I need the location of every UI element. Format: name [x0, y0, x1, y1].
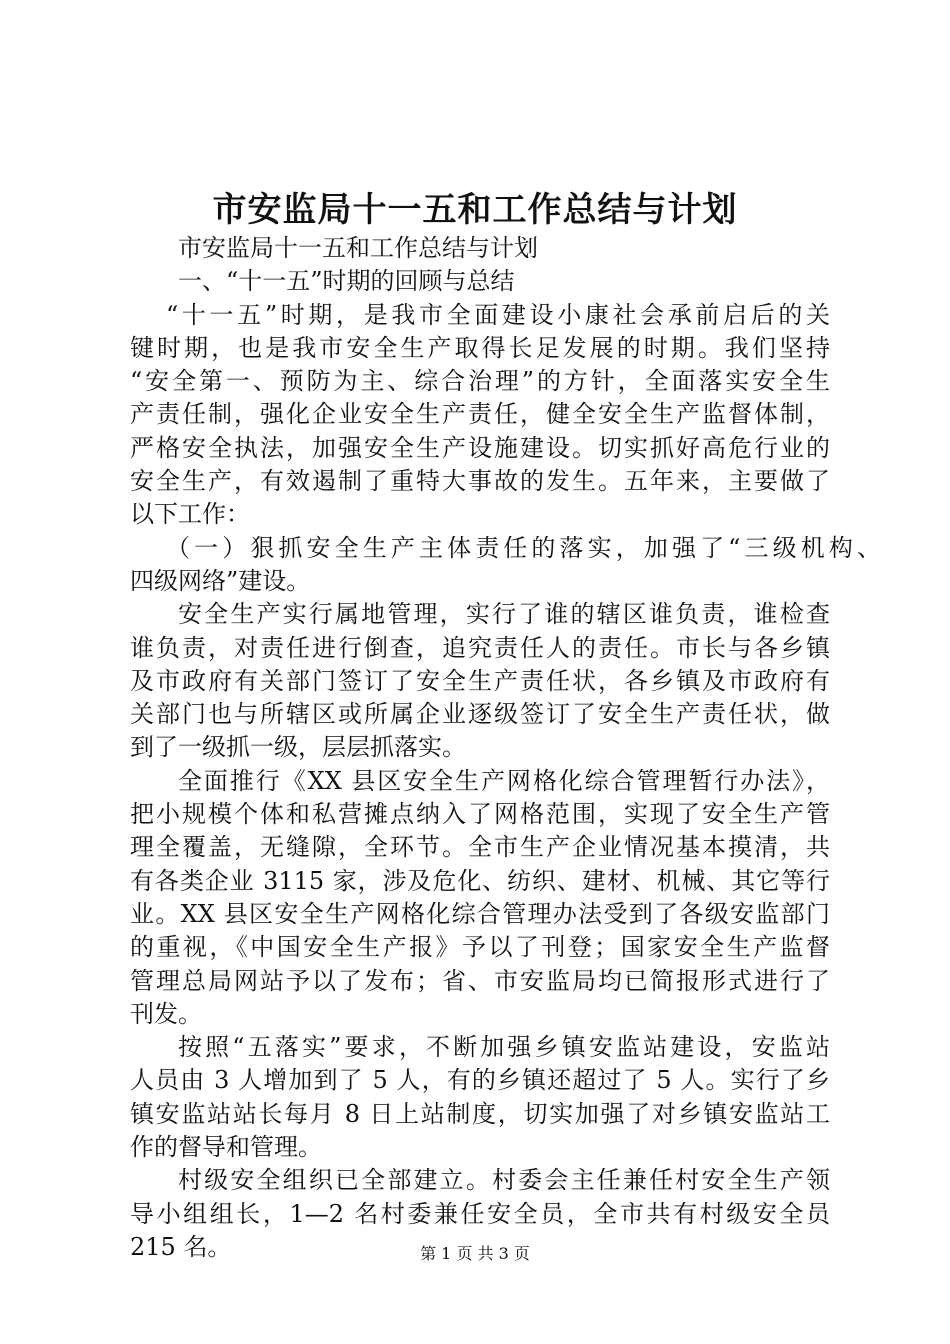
paragraph-line: 人员由 3 人增加到了 5 人，有的乡镇还超过了 5 人。实行了乡 — [130, 1066, 830, 1095]
paragraph-line: 产责任制，强化企业安全生产责任，健全安全生产监督体制， — [130, 400, 830, 429]
document-title: 市安监局十一五和工作总结与计划 — [212, 190, 738, 230]
section-heading: 一、“十一五”时期的回顾与总结 — [178, 267, 515, 296]
paragraph-line: 把小规模个体和私营摊点纳入了网格范围，实现了安全生产管 — [130, 800, 830, 829]
paragraph-line: 镇安监站站长每月 8 日上站制度，切实加强了对乡镇安监站工 — [130, 1099, 830, 1128]
page-footer: 第 1 页 共 3 页 — [420, 1244, 530, 1263]
paragraph-line: 按照“五落实”要求，不断加强乡镇安监站建设，安监站 — [178, 1033, 830, 1062]
paragraph-line: 导小组组长，1—2 名村委兼任安全员，全市共有村级安全员 — [130, 1199, 830, 1228]
paragraph-line: 键时期，也是我市安全生产取得长足发展的时期。我们坚持 — [130, 333, 830, 362]
paragraph-line: 村级安全组织已全部建立。村委会主任兼任村安全生产领 — [178, 1166, 830, 1195]
paragraph-line: 安全生产，有效遏制了重特大事故的发生。五年来，主要做了 — [130, 467, 830, 496]
paragraph-line: “安全第一、预防为主、综合治理”的方针，全面落实安全生 — [130, 367, 830, 396]
subsection-heading: （一）狠抓安全生产主体责任的落实，加强了“三级机构、 — [166, 533, 881, 562]
paragraph-line: 215 名。 — [130, 1232, 232, 1261]
paragraph-line: 理全覆盖，无缝隙，全环节。全市生产企业情况基本摸清，共 — [130, 833, 830, 862]
document-body — [130, 232, 881, 1264]
paragraph-line: 及市政府有关部门签订了安全生产责任状，各乡镇及市政府有 — [130, 666, 830, 695]
paragraph-line: 关部门也与所辖区或所属企业逐级签订了安全生产责任状，做 — [130, 700, 830, 729]
paragraph-line: 全面推行《XX 县区安全生产网格化综合管理暂行办法》， — [178, 766, 830, 795]
paragraph-line: 有各类企业 3115 家，涉及危化、纺织、建材、机械、其它等行 — [130, 866, 830, 895]
paragraph-line: 安全生产实行属地管理，实行了谁的辖区谁负责，谁检查 — [178, 600, 830, 629]
paragraph-line: 刊发。 — [130, 999, 202, 1028]
paragraph-line: 管理总局网站予以了发布；省、市安监局均已简报形式进行了 — [130, 966, 830, 995]
paragraph-line: 到了一级抓一级，层层抓落实。 — [130, 733, 466, 762]
paragraph-line: 作的督导和管理。 — [130, 1133, 322, 1162]
paragraph-line: 严格安全执法，加强安全生产设施建设。切实抓好高危行业的 — [130, 433, 830, 462]
paragraph-line: “十一五”时期，是我市全面建设小康社会承前启后的关 — [166, 300, 830, 329]
subtitle-line: 市安监局十一五和工作总结与计划 — [178, 234, 538, 262]
subsection-heading: 四级网络”建设。 — [130, 566, 311, 595]
paragraph-line: 的重视，《中国安全生产报》予以了刊登；国家安全生产监督 — [130, 933, 830, 962]
paragraph-line: 业。XX 县区安全生产网格化综合管理办法受到了各级安监部门 — [130, 899, 830, 928]
paragraph-line: 以下工作： — [130, 500, 250, 529]
paragraph-line: 谁负责，对责任进行倒查，追究责任人的责任。市长与各乡镇 — [130, 633, 830, 662]
